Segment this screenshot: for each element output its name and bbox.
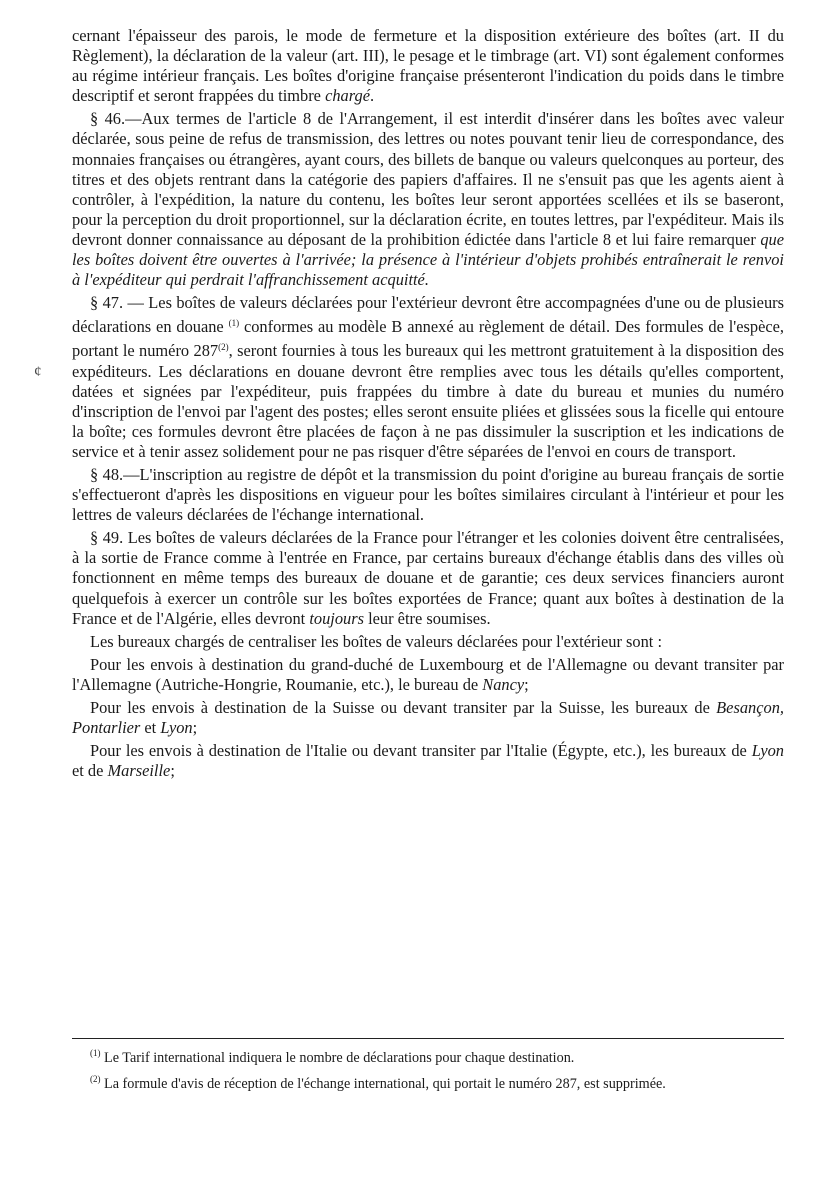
paragraph-p49d [72,698,784,738]
footnote-reference: (1) [228,318,240,329]
text-run: , seront fournies à tous les bureaux qui les mettront gratuitement à la disposition des expéditeurs. Les déclarations en douane devront être remplies avec tous les détails qu'elles comportent, datées et signées par l'expéditeur, puis frappées du timbre à date du bureau et munies du numéro d'inscription de l'envoi par l'agent des postes; elles seront ensuite pliées et glissées sous la ficelle qui entoure la boîte; ces formules devront être placées de façon à ne pas dissimuler la suscription et les indications de service et à tenir assez solidement pour ne pas risquer d'être séparées de l'envoi en cours de transport. [72,341,784,461]
text-run: Pour les envois à destination de l'Italie ou devant transiter par l'Italie (Égypte, etc.), les bureaux de [90,741,752,761]
text-run: ; [524,674,529,694]
text-run: Pour les envois à destination du grand-duché de Luxembourg et de l'Allemagne ou devant transiter par l'Allemagne (Autriche-Hongrie, Roumanie, etc.), le bureau de [72,654,784,694]
italic-text: chargé [325,86,370,106]
footnote-text: Le Tarif international indiquera le nombre de déclarations pour chaque destination. [100,1050,575,1066]
italic-text: Nancy [482,674,525,694]
text-run: et de [72,761,108,781]
body-text [72,26,784,784]
text-run: § 47. — Les boîtes de valeurs déclarées pour l'extérieur devront être accompagnées d'une ou de plusieurs déclarations en douane [72,293,784,337]
text-run: Pour les envois à destination de la Suisse ou devant transiter par la Suisse, les bureaux de [90,698,717,717]
footnotes [72,1044,784,1096]
text-run: § 49. Les boîtes de valeurs déclarées de la France pour l'étranger et les colonies doivent être centralisées, à la sortie de France comme à l'entrée en France, par certains bureaux d'échange établis dans des villes où fonctionnent en même temps des bureaux de douane et de garantie; ces deux services financiers auront quelquefois à exercer un contrôle sur les boîtes exportées de France; quant aux boîtes à destination de la France et de l'Algérie, elles devront [72,528,784,628]
text-run: cernant l'épaisseur des parois, le mode de fermeture et la disposition extérieure des boîtes (art. II du Règlement), la déclaration de la valeur (art. III), le pesage et le timbrage (art. VI) sont également conformes au régime intérieur français. Les boîtes d'origine française présenteront l'indication du poids dans le timbre descriptif et seront frappées du timbre [72,26,784,106]
text-run: § 48.—L'inscription au registre de dépôt et la transmission du point d'origine au bureau français de sortie s'effectueront d'après les dispositions en vigueur pour les boîtes similaires circulant à l'intérieur et pour les lettres de valeurs déclarées de l'échange international. [72,464,784,525]
margin-annotation: ¢ [34,364,42,380]
text-run: § 46.—Aux termes de l'article 8 de l'Arrangement, il est interdit d'insérer dans les boîtes avec valeur déclarée, sous peine de refus de transmission, des lettres ou notes pouvant tenir lieu de correspondance, des monnaies françaises ou étrangères, ayant cours, des billets de banque ou valeurs quelconques au porteur, des titres et des objets rentrant dans la catégorie des papiers d'affaires. Il ne s'ensuit pas que les agents aient à contrôler, à l'expédition, la nature du contenu, les boîtes leur seront apportées scellées et ils se baseront, pour la perception du droit proportionnel, sur la déclaration écrite, en toutes lettres, par l'expéditeur. Mais ils devront donner connaissance au déposant de la prohibition édictée dans l'article 8 et lui faire remarquer [72,109,784,249]
italic-text: Lyon [160,718,193,738]
italic-text: Marseille [107,761,171,781]
text-run: . [369,86,375,106]
italic-text: que les boîtes doivent être ouvertes à l'arrivée; la présence à l'intérieur d'objets prohibés entraînerait le renvoi à l'expéditeur qui perdrait l'affranchissement acquitté. [72,229,784,290]
footnote-text: La formule d'avis de réception de l'échange international, qui portait le numéro 287, est supprimée. [100,1076,666,1092]
footnote-2 [72,1070,784,1094]
italic-text: Besançon, Pontarlier [72,698,784,738]
paragraph-p47 [72,293,784,462]
text-run: ; [170,761,175,781]
text-run: ; [192,718,198,738]
paragraph-p49 [72,528,784,628]
footnote-mark: (1) [90,1048,101,1058]
text-run: Les bureaux chargés de centraliser les boîtes de valeurs déclarées pour l'extérieur sont : [90,631,662,651]
paragraph-p49c [72,655,784,695]
footnote-1 [72,1044,784,1068]
paragraph-p49e [72,741,784,781]
paragraph-p46 [72,109,784,290]
italic-text: toujours [309,608,364,628]
text-run: conformes au modèle B annexé au règlement de détail. Des formules de l'espèce, portant le numéro 287 [72,317,784,361]
italic-text: Lyon [751,741,784,761]
paragraph-p0 [72,26,784,106]
text-run: leur être soumises. [364,608,491,628]
paragraph-p48 [72,465,784,525]
footnote-reference: (2) [218,342,229,353]
text-run: et [140,718,161,738]
footnote-mark: (2) [90,1074,101,1084]
paragraph-p49b [72,632,784,652]
footnote-rule [72,1038,784,1039]
